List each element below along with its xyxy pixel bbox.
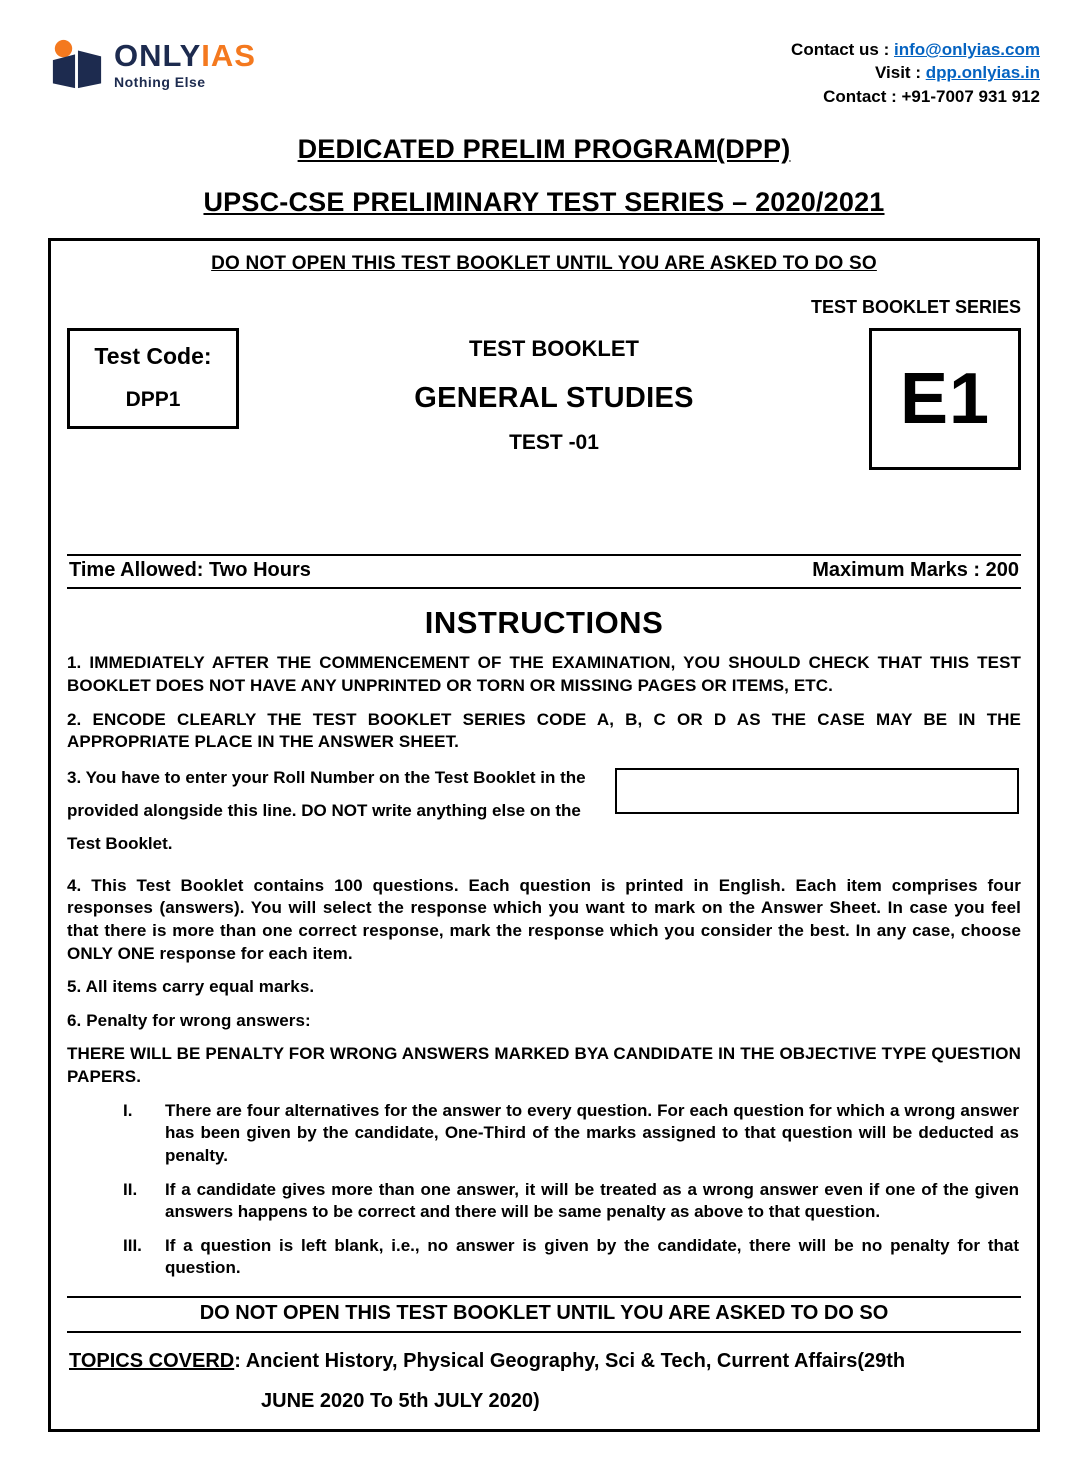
instructions-heading: INSTRUCTIONS [424,605,664,641]
brand-name-secondary: IAS [201,38,256,73]
do-not-open-bottom-warning: DO NOT OPEN THIS TEST BOOKLET UNTIL YOU ARE ASKED TO DO SO [67,1296,1021,1333]
instruction-2: 2. ENCODE CLEARLY THE TEST BOOKLET SERIES CODE A, B, C OR D AS THE CASE MAY BE IN THE APPROPRIATE PLACE IN THE ANSWER SHEET. [67,709,1021,752]
instruction-5: 5. All items carry equal marks. [67,977,315,997]
time-marks-row [67,554,1021,589]
test-booklet-series-label: TEST BOOKLET SERIES [810,297,1021,318]
instruction-3-line1: 3. You have to enter your Roll Number on the Test Booklet in the [67,767,586,787]
brand-name [114,38,256,73]
penalty-item-1 [119,1100,1021,1168]
contact-info [791,38,1040,108]
brand-tagline: Nothing Else [114,74,206,90]
series-code-box: E1 [869,328,1021,470]
topics-covered-line2: JUNE 2020 To 5th JULY 2020) [261,1389,540,1412]
test-code-label: Test Code: [94,343,212,370]
penalty-item-1-marker: I. [123,1100,133,1120]
visit-link[interactable]: dpp.onlyias.in [925,63,1040,83]
penalty-item-1-text: There are four alternatives for the answer to every question. For each question for which a wrong answer has been given by the candidate, One-Third of the marks assigned to that question will be deducted as penalty. [165,1100,1019,1165]
contact-email-line [791,38,1040,61]
booklet-code-row [67,328,1021,470]
instruction-3-line3: Test Booklet. [67,833,173,853]
contact-label: Contact us : [791,40,894,59]
series-title: UPSC-CSE PRELIMINARY TEST SERIES – 2020/2021 [203,187,885,218]
penalty-item-2 [119,1179,1021,1224]
brand-logo [48,38,256,92]
roll-number-box [615,768,1019,814]
topics-covered [69,1347,1021,1415]
test-booklet-label: TEST BOOKLET [469,336,639,362]
topics-covered-label: TOPICS COVERD [69,1349,235,1372]
booklet-center-titles [239,328,869,455]
test-code-box [67,328,239,429]
time-allowed: Time Allowed: Two Hours [69,559,311,582]
instruction-4: 4. This Test Booklet contains 100 questions. Each question is printed in English. Each item comprises four responses (answers). You will select the response which you want to mark on the Answer Sheet. In case you feel that there is more than one correct response, mark the response which you consider the best. In any case, choose ONLY ONE response for each item. [67,875,1021,963]
penalty-item-2-marker: II. [123,1179,138,1199]
visit-label: Visit : [875,63,926,83]
contact-email-link[interactable]: info@onlyias.com [894,40,1040,59]
penalty-item-2-text: If a candidate gives more than one answer, it will be treated as a wrong answer even if one of the given answers happens to be correct and there will be same penalty as above to that question. [165,1179,1019,1222]
test-number: TEST -01 [509,431,599,455]
brand-name-primary: ONLY [114,38,202,73]
penalty-item-3-text: If a question is left blank, i.e., no answer is given by the candidate, there will be no penalty for that question. [165,1235,1019,1278]
penalty-note: THERE WILL BE PENALTY FOR WRONG ANSWERS MARKED BYA CANDIDATE IN THE OBJECTIVE TYPE QUESTION PAPERS. [67,1044,1021,1087]
topics-covered-list: : Ancient History, Physical Geography, Sci & Tech, Current Affairs(29th [234,1349,906,1372]
onlyias-logo-icon [48,38,106,92]
program-title: DEDICATED PRELIM PROGRAM(DPP) [297,134,791,165]
subject-title: GENERAL STUDIES [414,382,694,415]
brand-text [114,40,256,90]
contact-phone: Contact : +91-7007 931 912 [823,86,1040,106]
penalty-item-3 [119,1235,1021,1280]
instruction-6: 6. Penalty for wrong answers: [67,1010,311,1030]
do-not-open-top-warning: DO NOT OPEN THIS TEST BOOKLET UNTIL YOU ARE ASKED TO DO SO [211,253,877,275]
visit-line [791,61,1040,84]
page-header [48,38,1040,108]
booklet-main-box [48,238,1040,1432]
test-code-value: DPP1 [125,388,181,412]
penalty-item-3-marker: III. [123,1235,142,1255]
maximum-marks: Maximum Marks : 200 [812,559,1019,582]
instruction-1: 1. IMMEDIATELY AFTER THE COMMENCEMENT OF THE EXAMINATION, YOU SHOULD CHECK THAT THIS TEST BOOKLET DOES NOT HAVE ANY UNPRINTED OR TORN OR MISSING PAGES OR ITEMS, ETC. [67,653,1021,695]
spacer [67,470,1021,554]
instruction-3-line2: provided alongside this line. DO NOT write anything else on the [67,800,581,820]
instruction-3 [67,768,1021,864]
